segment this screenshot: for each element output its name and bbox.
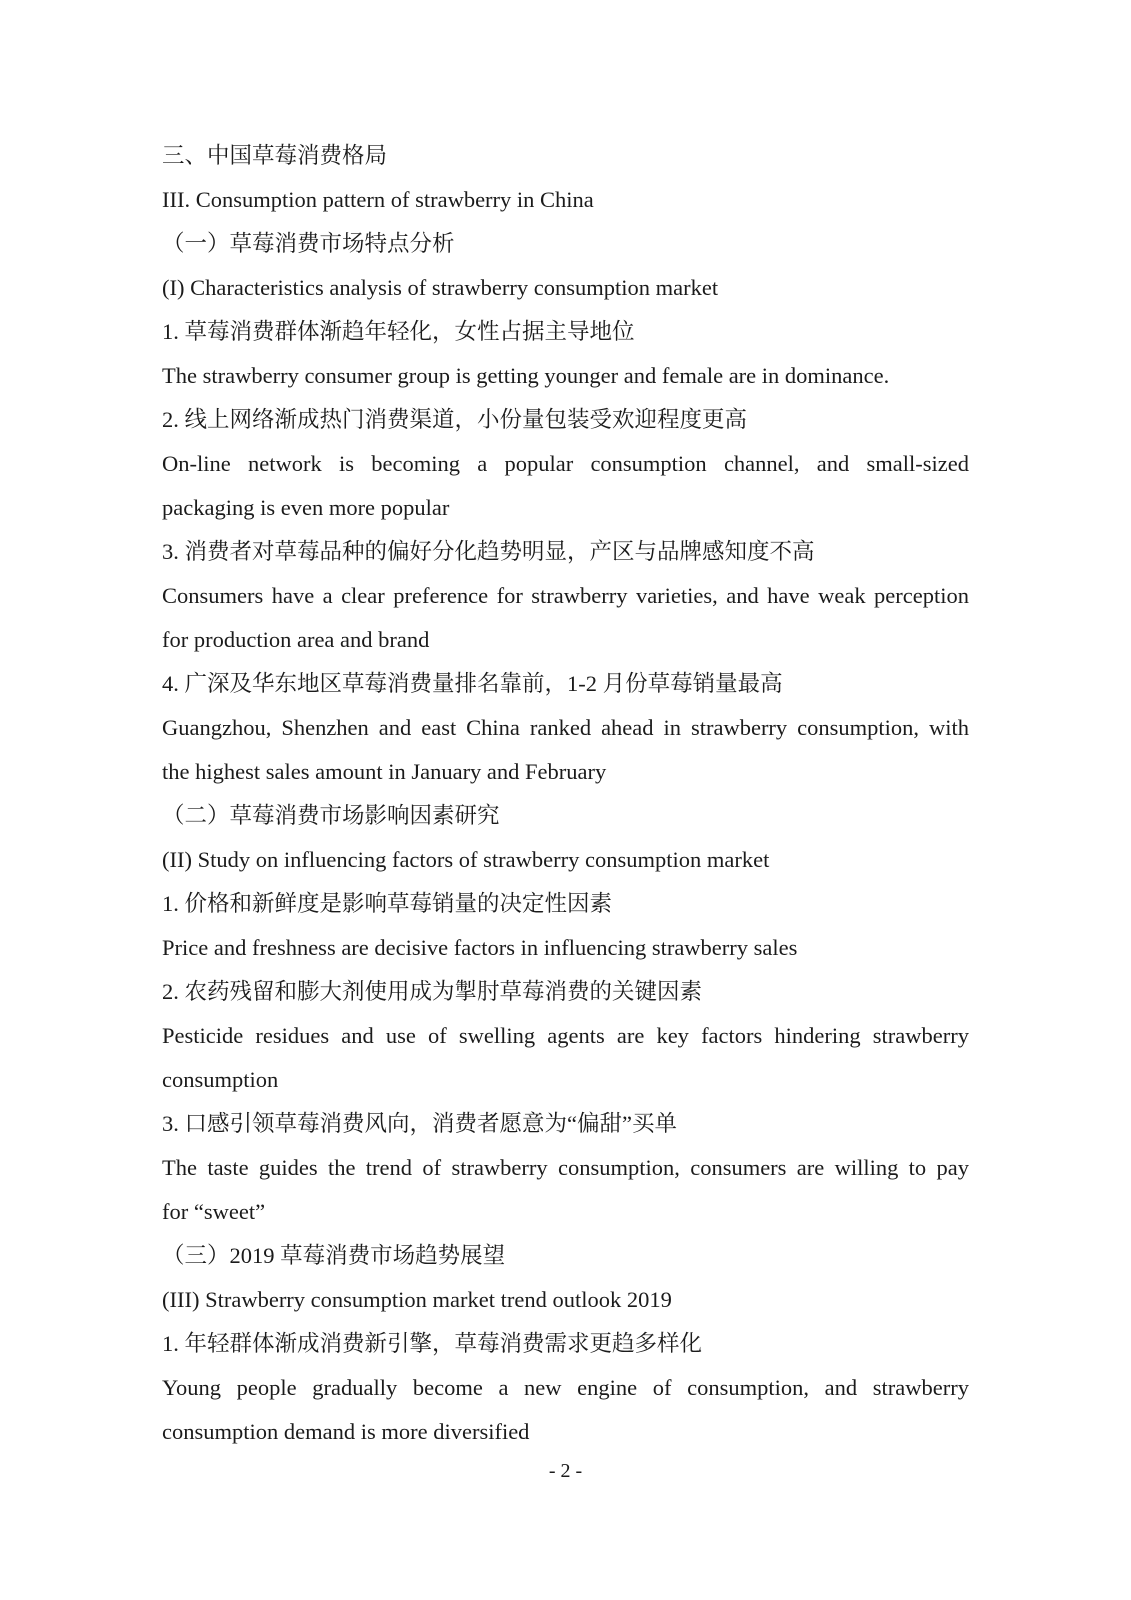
text-line-zh-sub-heading: （一）草莓消费市场特点分析	[162, 231, 455, 256]
text-line-en-sub-heading: (III) Strawberry consumption market trend outlook 2019	[162, 1287, 672, 1312]
document-body	[162, 134, 969, 1454]
text-line-zh-item-heading: 4. 广深及华东地区草莓消费量排名靠前，1-2 月份草莓销量最高	[162, 671, 783, 696]
text-line-zh-item-heading: 1. 草莓消费群体渐趋年轻化，女性占据主导地位	[162, 319, 635, 344]
text-line-en-body: Young people gradually become a new engine of consumption, and strawberry	[162, 1375, 969, 1400]
text-line-en-body: Pesticide residues and use of swelling agents are key factors hindering strawberry	[162, 1023, 969, 1048]
text-line-zh-section-heading: 三、中国草莓消费格局	[162, 143, 388, 168]
text-line-en-body: Price and freshness are decisive factors in influencing strawberry sales	[162, 935, 798, 960]
text-line-en-body: Consumers have a clear preference for strawberry varieties, and have weak perception	[162, 583, 969, 608]
text-line-en-sub-heading: (II) Study on influencing factors of strawberry consumption market	[162, 847, 770, 872]
text-line-en-body: the highest sales amount in January and February	[162, 759, 607, 784]
text-line-en-body: On-line network is becoming a popular consumption channel, and small-sized	[162, 451, 969, 476]
text-line-zh-item-heading: 3. 口感引领草莓消费风向，消费者愿意为“偏甜”买单	[162, 1111, 677, 1136]
text-line-zh-item-heading: 2. 线上网络渐成热门消费渠道，小份量包装受欢迎程度更高	[162, 407, 748, 432]
text-line-en-sub-heading: (I) Characteristics analysis of strawberry consumption market	[162, 275, 719, 300]
page-number: - 2 -	[548, 1460, 583, 1482]
text-line-en-body: The strawberry consumer group is getting younger and female are in dominance.	[162, 363, 890, 388]
text-line-en-body: Guangzhou, Shenzhen and east China ranked ahead in strawberry consumption, with	[162, 715, 969, 740]
text-line-en-body: The taste guides the trend of strawberry consumption, consumers are willing to pay	[162, 1155, 969, 1180]
text-line-en-body: consumption demand is more diversified	[162, 1419, 530, 1444]
text-line-en-section-heading: III. Consumption pattern of strawberry in China	[162, 187, 594, 212]
text-line-en-body: for “sweet”	[162, 1199, 266, 1224]
text-line-zh-item-heading: 3. 消费者对草莓品种的偏好分化趋势明显，产区与品牌感知度不高	[162, 539, 815, 564]
text-line-en-body: consumption	[162, 1067, 279, 1092]
text-line-zh-sub-heading: （二）草莓消费市场影响因素研究	[162, 803, 500, 828]
text-line-zh-item-heading: 1. 价格和新鲜度是影响草莓销量的决定性因素	[162, 891, 613, 916]
text-line-zh-item-heading: 1. 年轻群体渐成消费新引擎，草莓消费需求更趋多样化	[162, 1331, 703, 1356]
text-line-en-body: for production area and brand	[162, 627, 430, 652]
text-line-zh-item-heading: 2. 农药残留和膨大剂使用成为掣肘草莓消费的关键因素	[162, 979, 703, 1004]
text-line-en-body: packaging is even more popular	[162, 495, 450, 520]
text-line-zh-sub-heading: （三）2019 草莓消费市场趋势展望	[162, 1243, 506, 1268]
